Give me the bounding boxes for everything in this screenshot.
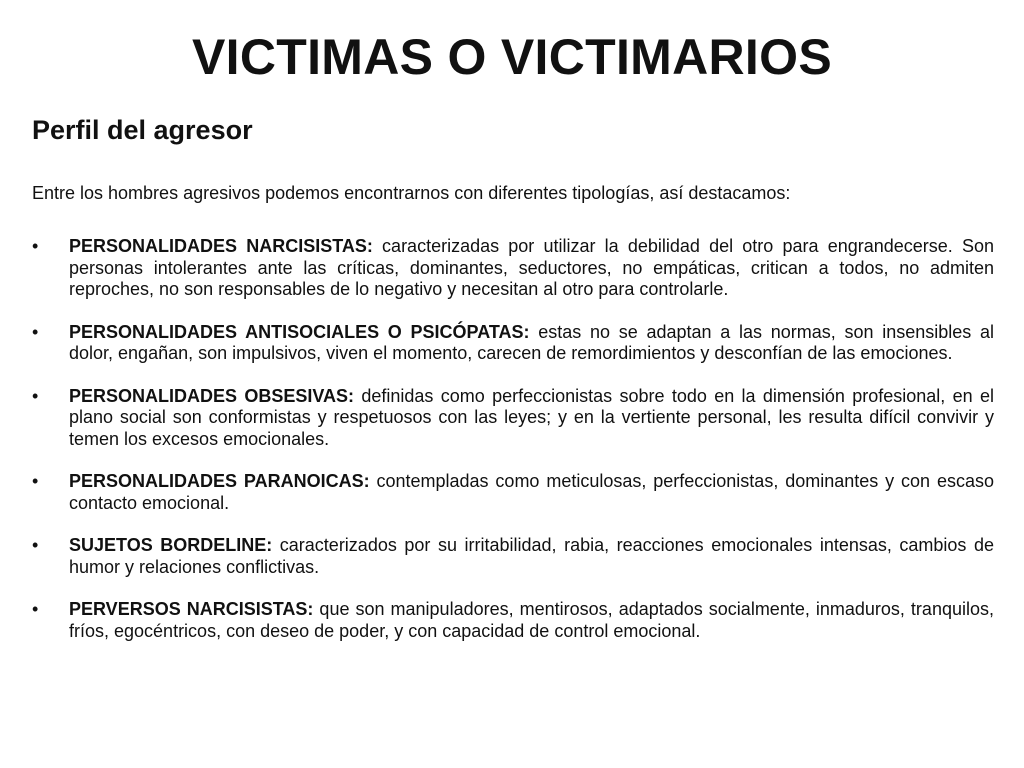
item-text: caracterizadas por utilizar la debilidad del otro para engrandecerse. Son personas intolerantes ante las críticas, dominantes, seductores, no empáticas, critican a todos, no admiten reproches, no son responsables de lo negativo y necesitan al otro para controlarle. [69,236,994,299]
item-text: estas no se adaptan a las normas, son insensibles al dolor, engañan, son impulsivos, viven el momento, carecen de remordimientos y desconfían de las emociones. [69,321,994,363]
intro-paragraph: Entre los hombres agresivos podemos encontrarnos con diferentes tipologías, así destacamos: [32,183,791,203]
item-text: contempladas como meticulosas, perfeccionistas, dominantes y con escaso contacto emocional. [69,471,994,513]
bullet-icon: • [32,535,39,555]
list-item [32,599,994,642]
item-label: SUJETOS BORDELINE: [69,535,273,555]
item-label: PERSONALIDADES NARCISISTAS: [69,236,373,256]
bullet-icon: • [32,385,39,406]
item-text: que son manipuladores, mentirosos, adaptados socialmente, inmaduros, tranquilos, fríos, egocéntricos, con deseo de poder, y con capacidad de control emocional. [69,599,994,641]
list-item [32,322,994,365]
list-item [32,535,994,578]
slide-subtitle: Perfil del agresor [32,115,253,145]
item-text: caracterizados por su irritabilidad, rabia, reacciones emocionales intensas, cambios de humor y relaciones conflictivas. [69,535,994,577]
item-text: definidas como perfeccionistas sobre todo en la dimensión profesional, en el plano social son conformistas y respetuosos con las leyes; y en la vertiente personal, les resulta difícil convivir y temen los excesos emocionales. [69,385,994,449]
item-label: PERSONALIDADES ANTISOCIALES O PSICÓPATAS: [69,321,530,342]
bullet-icon: • [32,236,39,256]
item-label: PERSONALIDADES PARANOICAS: [69,471,370,491]
list-item [32,471,994,514]
bullet-icon: • [32,321,39,342]
typology-list [32,236,994,663]
slide-title: VICTIMAS O VICTIMARIOS [192,29,832,85]
list-item [32,386,994,451]
item-label: PERVERSOS NARCISISTAS: [69,599,314,619]
bullet-icon: • [32,599,39,619]
list-item [32,236,994,301]
bullet-icon: • [32,471,39,491]
item-label: PERSONALIDADES OBSESIVAS: [69,385,355,406]
